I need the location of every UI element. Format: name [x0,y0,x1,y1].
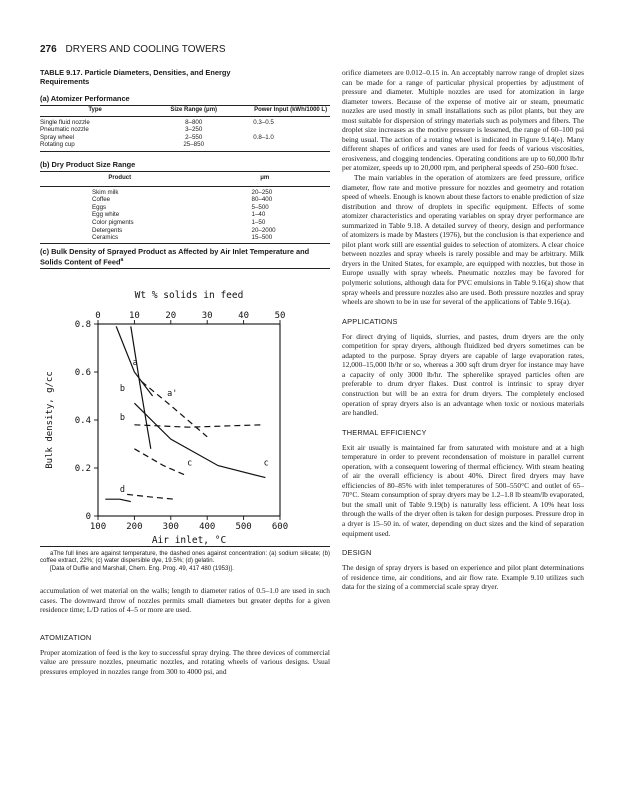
curve-label: b [119,384,125,395]
table-row: Ceramics 15–500 [92,234,273,242]
curve-label: c [263,458,269,469]
table-row: Coffee 80–400 [92,196,273,204]
y-tick-label: 0.8 [74,320,91,330]
table-row: Pneumatic nozzle 3–250 [40,126,203,134]
top-tick-label: 20 [165,311,177,321]
table-row: Detergents 20–2000 [92,226,276,234]
right-paragraph-3: For direct drying of liquids, slurries, and pastes, drum dryers are the only competition for spray dryers, although fluidized bed dryers sometimes can be adapted to the purpose. Spray dryers are capable of large evaporation rates, 12,000–15,000 lb/hr or so, whereas a 300 sqft drum dryer for instance may have a capacity of only 3000 lb/hr. The spherelike sprayed particles often are preferable to drum dryer flakes. Dust control is intrinsic to spray dryer construction but will be an extra for drum dryers. The completely enclosed operation of spray dryers also is an advantage when toxic or noxious materials are handled. [342,331,584,418]
curve-label: a' [167,389,178,399]
series-line-d-dashed [127,494,174,499]
right-paragraph-1: orifice diameters are 0.012–0.15 in. An acceptably narrow range of droplet sizes can be made for a range of particular physical properties by adjustment of pressure and diameter. Multiple nozzles are used for atomization in large diameter towers. Because of the expense of motive air or steam, pneumatic nozzles are used mostly in small installations such as pilot plants, but they are most suitable for dispersion of stringy materials such as polymers and fibers. The droplet size increases as the motive pressure is lessened, the range of 60–100 psi being usual. The action of a rotating wheel is indicated in Figure 9.14(e). Many different shapes of orifices and vanes are used for feeds of various viscosities, erosiveness, and clogging tendencies. Operating conditions are up to 60,000 lb/hr per atomizer, speeds up to 20,000 rpm, and peripheral speeds of 250–600 ft/sec. [342,68,584,173]
x-tick-label: 100 [89,522,107,532]
col-power: Power Input (kWh/1000 L) [254,107,328,113]
series-line-c-dashed [134,449,185,475]
x-tick-label: 500 [235,522,252,532]
y-tick-label: 0.6 [74,368,91,378]
curve-label: d [119,485,125,495]
table-row: Spray wheel 2–550 0.8–1.0 [40,133,274,141]
left-paragraph-2: Proper atomization of feed is the key to successful spray drying. The three devices of commercial value are pressure nozzles, pneumatic nozzles, and rotating wheels of various designs. Usual pressures employed in nozzles range from 300 to 4000 psi, and [40,647,330,676]
table-caption: TABLE 9.17. Particle Diameters, Densities, and Energy Requirements [40,68,231,86]
heading-atomization: ATOMIZATION [40,632,92,642]
section-c-title: (c) Bulk Density of Sprayed Product as Affected by Air Inlet Temperature and Solids Content of Feed$^a$ [40,246,310,267]
right-paragraph-2: The main variables in the operation of atomizers are feed pressure, orifice diameter, flow rate and motive pressure for nozzles and geometry and rotation speed of wheels. Enough is known about these factors to enable prediction of size distribution and throw of droplets in specific equipment. Effects of some atomizer characteristics and operating variables on spray dryer performance are summarized in Table 9.18. A detailed survey of theory, design and performance of atomizers is made by Masters (1976), but the conclusion is that experience and pilot plant work still are essential guides to selection of atomizers. A clear choice between nozzles and spray wheels is rarely possible and may be arbitrary. Milk dryers in the United States, for example, are equipped with nozzles, but those in Europe usually with spray wheels. Pneumatic nozzles may be favored for polymeric solutions, although data for PVC emulsions in Table 9.16(a) show that spray wheels and pressure nozzles also are used. Both pressure nozzles and spray wheels are shown to be in use for several of the applications of Table 9.16(a). [342,173,584,307]
table-source: [Data of Duffie and Marshall, Chem. Eng. Prog. 49, 417 480 (1953)]. [50,564,234,572]
heading-design: DESIGN [342,548,372,558]
y-tick-label: 0.2 [74,464,91,474]
page-number: 276 [40,44,57,55]
left-paragraph-1: accumulation of wet material on the walls; length to diameter ratios of 0.5–1.0 are used in such cases. The downward throw of nozzles permits small diameters but greater depths for a given residence time; L/D ratios of 4–5 or more are used. [40,586,330,615]
heading-thermal-efficiency: THERMAL EFFICIENCY [342,427,427,437]
y-tick-label: 0 [85,512,91,522]
x-tick-label: 300 [162,522,179,532]
heading-applications: APPLICATIONS [342,316,398,326]
bulk-density-chart [40,288,340,546]
product-table [40,172,330,242]
x-axis-label: Air inlet, °C [151,535,227,546]
right-paragraph-4: Exit air usually is maintained far from saturated with moisture and at a high temperature in order to prevent recondensation of moisture in parallel current operation, with a consequent lowering of thermal efficiency. With steam heating of air the overall efficiency is about 40%. Direct fired dryers may have efficiencies of 80–85% with inlet temperatures of 500–550°C and outlet of 65–70°C. Steam consumption of spray dryers may be 1.2–1.8 lb steam/lb evaporated, but the small unit of Table 9.19(b) is naturally less efficient. A 10% heat loss through the walls of the dryer often is taken for design purposes. Pressure drop in a dryer is 15–50 in. of water, depending on duct sizes and the kind of separation equipment used. [342,442,584,538]
table-row: Rotating cup 25–850 [40,141,205,149]
right-paragraph-5: The design of spray dryers is based on experience and pilot plant determinations of residence time, air conditions, and air flow rate. Example 9.10 utilizes such data for the sizing of a commercial scale spray dryer. [342,563,584,592]
section-a-title: (a) Atomizer Performance [40,94,130,103]
series-line-d-full [105,499,131,501]
atomizer-table [40,107,330,149]
left-column [40,68,330,269]
col-um: μm [260,174,270,181]
table-row: Color pigments 1–50 [92,218,266,226]
table-footnote: aThe full lines are against temperature, the dashed ones against concentration: (a) sodium silicate; (b) coffee extract, 22%; (c) water dispersible dye, 19.5%; (d) gelatin. [40,550,330,565]
y-tick-label: 0.4 [74,416,91,426]
table-row: Skim milk 20–250 [92,188,273,196]
series-line-b-dashed [134,425,261,427]
top-tick-label: 30 [201,311,213,321]
series-line-c-full [134,403,265,477]
x-tick-label: 200 [126,522,143,532]
top-tick-label: 50 [274,311,286,321]
y-axis-label: Bulk density, g/cc [45,371,55,469]
running-title: DRYERS AND COOLING TOWERS [65,44,226,55]
curve-label: c [187,458,193,469]
col-size: Size Range (μm) [170,107,218,113]
table-row: Single fluid nozzle 8–800 0.3–0.5 [40,118,274,126]
left-lower [40,546,330,677]
top-tick-label: 0 [95,311,101,321]
col-type: Type [88,107,102,113]
plot-frame [98,324,280,516]
col-product: Product [108,174,132,181]
curve-label: b [119,413,125,423]
table-row: Eggs 5–500 [92,203,269,211]
x-tick-label: 400 [199,522,216,532]
top-tick-label: 40 [238,311,250,321]
running-header [40,44,226,55]
right-column [342,68,584,592]
top-axis-label: Wt % solids in feed [134,290,244,301]
top-tick-label: 10 [128,311,140,321]
curve-label: a [132,357,138,368]
x-tick-label: 600 [271,522,289,532]
series-line-a-full [131,326,151,448]
section-b-title: (b) Dry Product Size Range [40,159,136,169]
table-row: Egg white 1–40 [92,211,266,219]
